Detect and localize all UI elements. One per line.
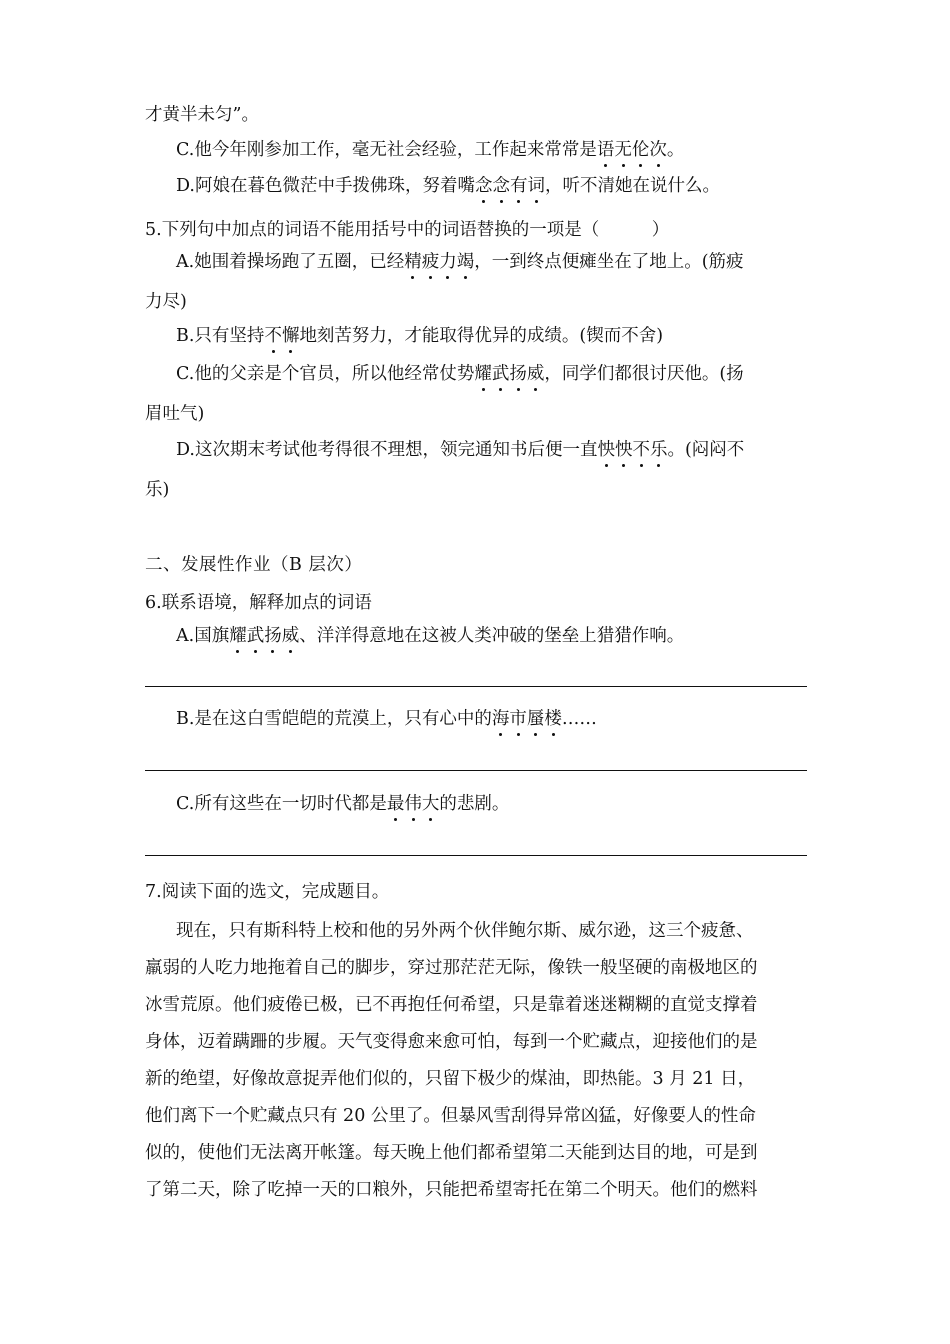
emphasis-dot-char: 扬 (509, 364, 527, 384)
dotted-term (597, 140, 667, 160)
emphasis-dot-char: 扬 (264, 626, 282, 646)
option-d-line: D.阿娘在暮色微茫中手拨佛珠，努着嘴念念有词，听不清她在说什么。 (176, 176, 720, 196)
emphasis-dot-char: 威 (526, 364, 545, 384)
dotted-term (597, 440, 667, 460)
answer-line-a[interactable] (145, 686, 807, 687)
emphasis-dot-char: 词 (527, 176, 545, 196)
emphasis-dot-char: 怏 (597, 440, 615, 460)
question-5: 5.下列句中加点的词语不能用括号中的词语替换的一项是（ ） (145, 220, 670, 240)
q5-option-c: C.他的父亲是个官员，所以他经常仗势耀武扬威，同学们都很讨厌他。(扬 (176, 364, 744, 384)
answer-line-c[interactable] (145, 855, 807, 856)
emphasis-dot-char: 耀 (474, 364, 492, 384)
q6-option-b: B.是在这白雪皑皑的荒漠上，只有心中的海市蜃楼…… (176, 709, 597, 729)
dotted-term (474, 364, 544, 384)
option-c-line: C.他今年刚参加工作，毫无社会经验，工作起来常常是语无伦次。 (176, 140, 685, 160)
emphasis-dot-char: 精 (404, 252, 422, 272)
answer-line-b[interactable] (145, 770, 807, 771)
emphasis-dot-char: 蜃 (526, 709, 545, 729)
emphasis-dot-char: 怏 (614, 440, 633, 460)
q5-option-d-cont: 乐) (145, 480, 170, 500)
emphasis-dot-char: 不 (632, 440, 650, 460)
dotted-term (387, 794, 440, 814)
emphasis-dot-char: 耀 (229, 626, 247, 646)
emphasis-dot-char: 念 (474, 176, 493, 196)
q5-option-a: A.她围着操场跑了五圈，已经精疲力竭，一到终点便瘫坐在了地上。(筋疲 (176, 252, 744, 272)
emphasis-dot-char: 无 (614, 140, 632, 160)
passage-line: 羸弱的人吃力地拖着自己的脚步，穿过那茫茫无际，像铁一般坚硬的南极地区的 (145, 958, 758, 978)
emphasis-dot-char: 武 (491, 364, 510, 384)
section-heading: 二、发展性作业（B 层次） (145, 555, 363, 575)
text-line: 才黄半未匀”。 (145, 105, 259, 125)
emphasis-dot-char: 武 (246, 626, 265, 646)
dotted-term (229, 626, 299, 646)
emphasis-dot-char: 最 (386, 794, 405, 814)
emphasis-dot-char: 力 (439, 252, 457, 272)
emphasis-dot-char: 伦 (631, 140, 650, 160)
emphasis-dot-char: 次 (649, 140, 667, 160)
emphasis-dot-char: 竭 (456, 252, 475, 272)
emphasis-dot-char: 伟 (404, 794, 422, 814)
emphasis-dot-char: 海 (491, 709, 510, 729)
passage-line: 现在，只有斯科特上校和他的另外两个伙伴鲍尔斯、威尔逊，这三个疲惫、 (176, 921, 754, 941)
emphasis-dot-char: 念 (492, 176, 510, 196)
dotted-term (404, 252, 474, 272)
question-7: 7.阅读下面的选文，完成题目。 (145, 882, 390, 902)
emphasis-dot-char: 懈 (281, 326, 300, 346)
passage-line: 新的绝望，好像故意捉弄他们似的，只留下极少的煤油，即热能。3 月 21 日， (145, 1069, 756, 1089)
emphasis-dot-char: 威 (281, 626, 300, 646)
q5-option-b: B.只有坚持不懈地刻苦努力，才能取得优异的成绩。(锲而不舍) (176, 326, 664, 346)
q5-option-d: D.这次期末考试他考得很不理想，领完通知书后便一直怏怏不乐。(闷闷不 (176, 440, 745, 460)
q5-option-c-cont: 眉吐气) (145, 404, 205, 424)
emphasis-dot-char: 不 (264, 326, 282, 346)
dotted-term (264, 326, 299, 346)
passage-line: 他们离下一个贮藏点只有 20 公里了。但暴风雪刮得异常凶猛，好像要人的性命 (145, 1106, 756, 1126)
emphasis-dot-char: 大 (421, 794, 440, 814)
emphasis-dot-char: 市 (509, 709, 527, 729)
dotted-term (475, 176, 545, 196)
q6-option-a: A.国旗耀武扬威、洋洋得意地在这被人类冲破的堡垒上猎猎作响。 (176, 626, 685, 646)
emphasis-dot-char: 乐 (649, 440, 668, 460)
passage-line: 冰雪荒原。他们疲倦已极，已不再抱任何希望，只是靠着迷迷糊糊的直觉支撑着 (145, 995, 758, 1015)
q6-option-c: C.所有这些在一切时代都是最伟大的悲剧。 (176, 794, 510, 814)
emphasis-dot-char: 疲 (421, 252, 440, 272)
passage-line: 身体，迈着蹒跚的步履。天气变得愈来愈可怕，每到一个贮藏点，迎接他们的是 (145, 1032, 758, 1052)
question-6: 6.联系语境，解释加点的词语 (145, 593, 372, 613)
emphasis-dot-char: 语 (596, 140, 615, 160)
dotted-term (492, 709, 562, 729)
q5-option-a-cont: 力尽) (145, 292, 187, 312)
emphasis-dot-char: 楼 (544, 709, 562, 729)
emphasis-dot-char: 有 (509, 176, 528, 196)
passage-line: 似的，使他们无法离开帐篷。每天晚上他们都希望第二天能到达目的地，可是到 (145, 1143, 758, 1163)
passage-line: 了第二天，除了吃掉一天的口粮外，只能把希望寄托在第二个明天。他们的燃料 (145, 1180, 758, 1200)
